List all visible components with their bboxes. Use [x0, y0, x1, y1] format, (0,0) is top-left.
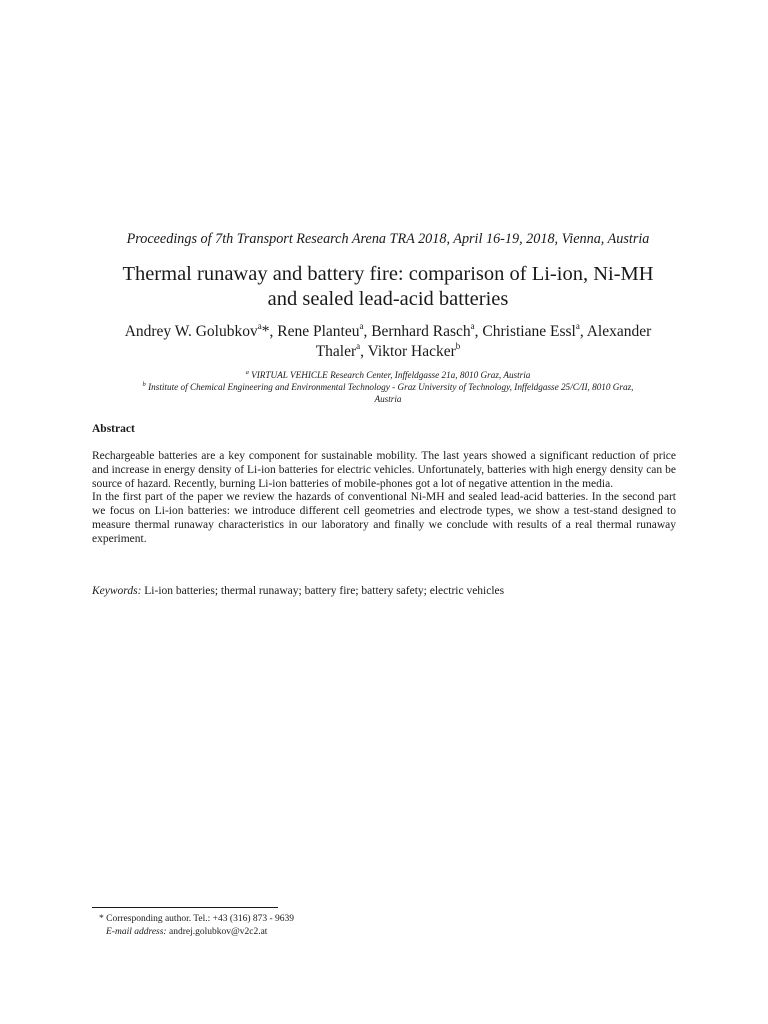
abstract-paragraph-1: Rechargeable batteries are a key component for sustainable mobility. The last years showed a significant reduction of price and increase in energy density of Li-ion batteries for electric vehicles. Unfortunately, batteries with high energy density can be source of hazard. Recently, burning Li-ion batteries of mobile-phones got a lot of negative attention in the media. — [92, 450, 676, 490]
email-note — [99, 926, 659, 939]
email-address: andrej.golubkov@v2c2.at — [166, 927, 268, 937]
abstract-paragraph-2: In the first part of the paper we review the hazards of conventional Ni-MH and sealed lead-acid batteries. In the second part we focus on Li-ion batteries: we introduce different cell geometries and electrode types, we show a test-stand designed to measure thermal runaway characteristics in our laboratory and finally we conclude with results of a real thermal runaway experiment. — [92, 491, 676, 545]
author-name: Rene Planteu — [277, 323, 360, 340]
author-separator: , — [579, 323, 587, 340]
author-separator: , — [360, 343, 368, 360]
paper-title-line-2: and sealed lead-acid batteries — [267, 288, 509, 310]
corresponding-author-mark: * — [261, 323, 270, 340]
author-name: Andrey W. Golubkov — [124, 323, 258, 340]
affiliation-a — [92, 369, 684, 381]
affiliation-mark: a — [245, 368, 249, 376]
abstract-heading: Abstract — [92, 423, 135, 435]
affiliation-list — [92, 369, 684, 405]
keywords — [92, 584, 676, 598]
author-line-1 — [92, 322, 684, 342]
author-affiliation-mark: a — [470, 320, 475, 331]
author-separator: , — [269, 323, 278, 340]
keywords-label: Keywords: — [92, 585, 142, 597]
author-name-part-2: Thaler — [315, 343, 357, 360]
affiliation-text: VIRTUAL VEHICLE Research Center, Inffeldgasse 21a, 8010 Graz, Austria — [251, 370, 531, 380]
affiliation-b — [92, 381, 684, 393]
keywords-text: Li-ion batteries; thermal runaway; battery fire; battery safety; electric vehicles — [141, 585, 505, 597]
abstract-body — [92, 450, 676, 547]
author-affiliation-mark: a — [356, 340, 361, 351]
affiliation-mark: b — [142, 380, 146, 388]
footnote — [99, 913, 659, 939]
author-name-part-1: Alexander — [586, 323, 652, 340]
corresponding-author-note: * Corresponding author. Tel.: +43 (316) 873 - 9639 — [99, 914, 295, 924]
proceedings-line: Proceedings of 7th Transport Research Arena TRA 2018, April 16-19, 2018, Vienna, Austria — [126, 231, 650, 247]
author-affiliation-mark: b — [455, 340, 461, 351]
paper-title-line-1: Thermal runaway and battery fire: comparison of Li-ion, Ni-MH — [122, 263, 654, 285]
affiliation-b-continued: Austria — [374, 394, 402, 404]
author-separator: , — [474, 323, 483, 340]
affiliation-text: Institute of Chemical Engineering and Environmental Technology - Graz University of Technology, Inffeldgasse 25/C/II, 8010 Graz, — [148, 382, 634, 392]
author-affiliation-mark: a — [575, 320, 580, 331]
footnote-divider — [92, 907, 278, 908]
author-name: Viktor Hacker — [367, 343, 456, 360]
author-line-2 — [92, 342, 684, 362]
paper-title — [92, 262, 684, 312]
author-affiliation-mark: a — [359, 320, 364, 331]
author-list — [92, 322, 684, 362]
author-separator: , — [363, 323, 372, 340]
email-label: E-mail address: — [106, 927, 167, 937]
author-name: Christiane Essl — [482, 323, 576, 340]
author-affiliation-mark: a — [257, 320, 262, 331]
author-name: Bernhard Rasch — [371, 323, 471, 340]
